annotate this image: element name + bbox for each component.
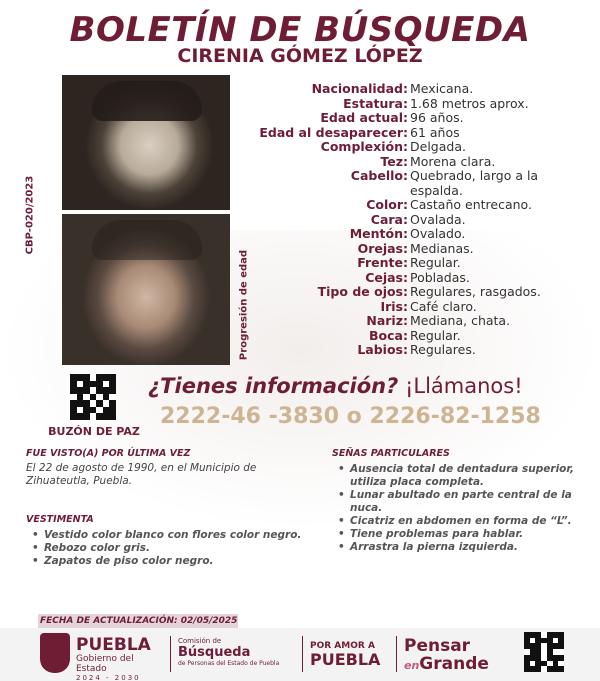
divider [302, 636, 303, 672]
detail-row: Color: Castaño entrecano. [366, 197, 532, 212]
detail-row: Labios: Regulares. [357, 342, 476, 357]
detail-row: Cara: Ovalada. [370, 211, 466, 227]
detail-row: Cejas: Pobladas. [365, 269, 470, 285]
list-item: • Rebozo color gris. [26, 542, 316, 555]
detail-row: Orejas: Medianas. [357, 240, 474, 256]
detail-row: Mentón: Ovalado. [349, 226, 466, 241]
age-progression-label: Progresión de edad [238, 249, 250, 361]
list-item: • Vestido color blanco con flores color negro. [26, 529, 316, 542]
detail-row: Estatura: 1.68 metros aprox. [343, 95, 529, 111]
footer-qr-code[interactable] [524, 632, 564, 672]
phone-number-1[interactable]: 2222-46 -3830 [160, 404, 339, 429]
clothing-section: VESTIMENTA • Vestido color blanco con flores color negro. • Rebozo color gris. • Zapatos de piso color negro. [26, 514, 316, 568]
divider [396, 636, 397, 672]
distinguishing-marks-section: SEÑAS PARTICULARES • Ausencia total de dentadura superior, utiliza placa completa. • Lunar abultado en parte central de la nuca. • Cicatriz en abdomen en forma de “L”. • Tiene problemas para hablar. • Arrastra la pierna izquierda. [332, 448, 592, 554]
detail-row: Boca: Regular. [369, 327, 461, 343]
pensar-en-grande-logo: Pensar enGrande [404, 636, 489, 674]
detail-row: Tipo de ojos: Regulares, rasgados. [317, 284, 541, 299]
detail-row: Nariz: Mediana, chata. [366, 313, 511, 328]
phone-number-2[interactable]: 2226-82-1258 [369, 404, 541, 429]
physical-details [256, 82, 586, 358]
list-item: • Tiene problemas para hablar. [332, 528, 592, 541]
list-item: • Zapatos de piso color negro. [26, 555, 316, 568]
last-seen-section: FUE VISTO(A) POR ÚLTIMA VEZ El 22 de agosto de 1990, en el Municipio de Zihuateutla, Puebla. VESTIMENTA • Vestido color blanco con flores color negro. • Rebozo color gris. • Zapatos de piso color negro. [26, 448, 316, 568]
detail-row: Cabello: Quebrado, largo a la espalda. [350, 168, 539, 198]
state-shield-icon [40, 633, 70, 673]
divider [170, 636, 171, 672]
age-progression-photo [62, 214, 230, 365]
detail-row: Edad actual: 96 años. [320, 110, 464, 125]
por-amor-a-puebla-logo: POR AMOR A PUEBLA [310, 641, 381, 669]
list-item: • Cicatriz en abdomen en forma de “L”. [332, 515, 592, 528]
detail-row: Tez: Morena clara. [380, 153, 496, 169]
puebla-government-logo: PUEBLA Gobierno del Estado 2024 - 2030 [76, 635, 151, 681]
detail-row: Complexión: Delgada. [320, 139, 466, 154]
case-code: CBP-020/2023 [24, 175, 36, 255]
detail-row: Frente: Regular. [357, 255, 461, 270]
detail-row: Nacionalidad: Mexicana. [311, 81, 474, 96]
list-item: • Lunar abultado en parte central de la nuca. [332, 489, 592, 515]
buzon-de-paz-label: BUZÓN DE PAZ [48, 425, 140, 438]
bulletin-title: BOLETÍN DE BÚSQUEDA [69, 10, 531, 50]
missing-person-name: CIRENIA GÓMEZ LÓPEZ [177, 45, 423, 67]
list-item: • Arrastra la pierna izquierda. [332, 541, 592, 554]
phone-numbers: 2222-46 -3830 o 2226-82-1258 [160, 404, 541, 429]
qr-code[interactable] [70, 374, 116, 420]
detail-row: Edad al desaparecer: 61 años [259, 124, 460, 140]
info-prompt: ¿Tienes información? ¡Llámanos! [148, 374, 523, 398]
update-date: FECHA DE ACTUALIZACIÓN: 02/05/2025 [40, 616, 238, 626]
comision-busqueda-logo: Comisión de Búsqueda de Personas del Estado de Puebla [178, 637, 280, 667]
list-item: • Ausencia total de dentadura superior, utiliza placa completa. [332, 463, 592, 489]
detail-row: Iris: Café claro. [380, 298, 477, 314]
original-photo [62, 75, 230, 210]
